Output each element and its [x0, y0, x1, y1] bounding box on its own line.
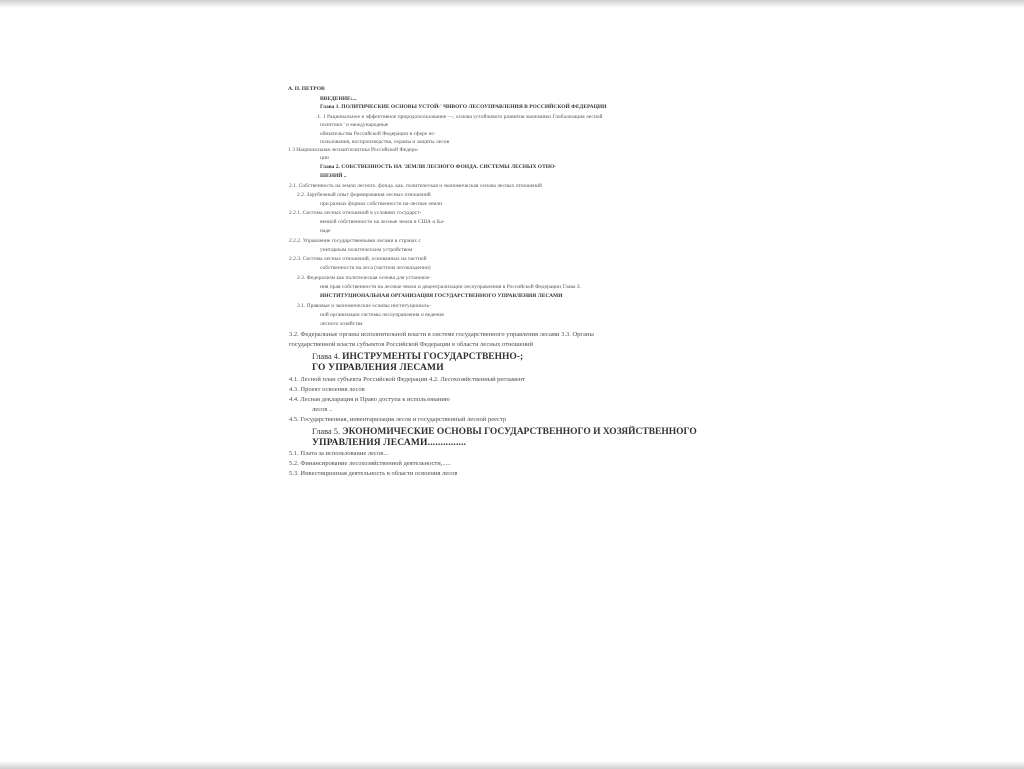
author-name: А. П. ПЕТРОВ: [288, 86, 325, 92]
toc-line: пользования, воспроизводства, охраны и защиты лесов: [320, 139, 450, 145]
toc-line: 4.3. Проект освоения лесов: [289, 386, 365, 393]
toc-chapter-heading: ГО УПРАВЛЕНИЯ ЛЕСАМИ: [312, 363, 444, 373]
toc-line: 5.2. Финансирование лесохозяйственной деятельности,.....: [289, 460, 451, 467]
chapter-number: Глава 4.: [312, 352, 343, 361]
toc-line: 5.1. Плата за использование лесов...: [289, 450, 389, 457]
toc-line: 5.3. Инвестиционная деятельность в области освоения лесов: [289, 470, 458, 477]
toc-chapter-heading: [312, 353, 523, 363]
toc-line: лесного хозяйства: [320, 321, 363, 327]
toc-line: [320, 105, 606, 111]
chapter-title: ИНСТРУМЕНТЫ ГОСУДАРСТВЕННО-;: [342, 352, 524, 362]
toc-chapter-heading: УПРАВЛЕНИЯ ЛЕСАМИ...............: [312, 438, 467, 448]
toc-line: 3.1. Правовые и экономические основы институциональ-: [297, 303, 431, 309]
toc-line: .1. 1 Рациональное и эффективное природопользование —, основа устойчивого развития экономики Глобализация лесной: [316, 114, 603, 120]
toc-line: при разных формах собственности на-лесные земли: [320, 201, 443, 207]
toc-line: лесов ..: [312, 406, 333, 413]
bottom-frame-shadow: [0, 761, 1024, 769]
document-page: [0, 8, 1024, 761]
toc-line: 2.2.2. Управление государственными лесами в странах с: [289, 238, 421, 244]
toc-line: собственности на леса (частном лесовладении): [320, 265, 431, 271]
toc-line: 2.1. Собственность на земли лесного. фонда. как. политическая и экономическая основа лесных отношений: [289, 183, 542, 189]
chapter-title: ЭКОНОМИЧЕСКИЕ ОСНОВЫ ГОСУДАРСТВЕННОГО И ХОЗЯЙСТВЕННОГО: [342, 427, 697, 437]
toc-line: ШЕНИЙ ..: [320, 173, 347, 179]
toc-line: обязательства Российской Федерации в сфере ис-: [320, 131, 436, 137]
toc-line: венной собственности на лесные земли в США и Ка-: [320, 219, 445, 225]
toc-line: ной организации системы лесоуправления и ведения: [320, 312, 444, 318]
toc-line: 1 3 Национальная лесная'политика Российской Федера-: [288, 147, 419, 153]
toc-line: 4.5. Государственная, инвентаризация лесов и государственный лесной реестр: [289, 416, 507, 423]
table-of-contents: [0, 8, 1024, 761]
toc-line: политики ' и международные: [320, 122, 389, 128]
toc-chapter-heading: Глава 1. ПОЛИТИЧЕСКИЕ ОСНОВЫ УСТОЙ-' ЧИВОГО ЛЕСОУПРАВЛЕНИЯ В РОССИЙСКОЙ ФЕДЕРАЦИИ: [320, 104, 607, 110]
toc-line: 4.4. Лесная декларация и Право доступа к использованию: [289, 396, 450, 403]
toc-line: [320, 165, 556, 171]
toc-line: наде: [320, 228, 331, 234]
toc-line: 2.2.3. Система лесных отношений, основанных на частной: [289, 256, 427, 262]
toc-line: 2.2.1. Система лесных отношений в условиях государст-: [289, 210, 422, 216]
toc-line: 3.2. Федеральные органы исполнительной власти в системе государственного управления лесами 3.3. Органы: [289, 331, 594, 338]
toc-line: 2.3. Федерализм как политическая основа для установле-: [297, 275, 432, 281]
chapter-number: Глава 5.: [312, 427, 343, 436]
toc-line: 2.2. Зарубежный опыт формирования лесных отношений: [297, 192, 431, 198]
top-frame-shadow: [0, 0, 1024, 8]
toc-line: 4.1. Лесной план субъекта Российской Федерации 4.2. Лесохозяйственный регламент: [289, 376, 526, 383]
toc-line: государственной власти субъектов Российской Федерации в области лесных отношений: [289, 341, 534, 348]
toc-line: унитарным политическим устройством: [320, 247, 413, 253]
toc-chapter-heading-text: [312, 352, 523, 361]
toc-chapter-heading: ИНСТИТУЦИОНАЛЬНАЯ ОРГАНИЗАЦИЯ ГОСУДАРСТВЕННОГО УПРАВЛЕНИЯ ЛЕСАМИ: [320, 293, 563, 299]
toc-line: ции: [320, 155, 329, 161]
toc-line: ВВЕДЕНИЕ:...: [320, 96, 357, 102]
toc-chapter-heading: [312, 428, 697, 438]
toc-line: ния прав собственности на лесные земли и децентрализации лесоуправления в Российской Федерации Глава 3.: [320, 284, 581, 290]
toc-chapter-heading: Глава 2. СОБСТВЕННОСТЬ НА 'ЗЕМЛИ ЛЕСНОГО ФОНДА. СИСТЕМЫ ЛЕСНЫХ ОТНО-: [320, 164, 557, 170]
